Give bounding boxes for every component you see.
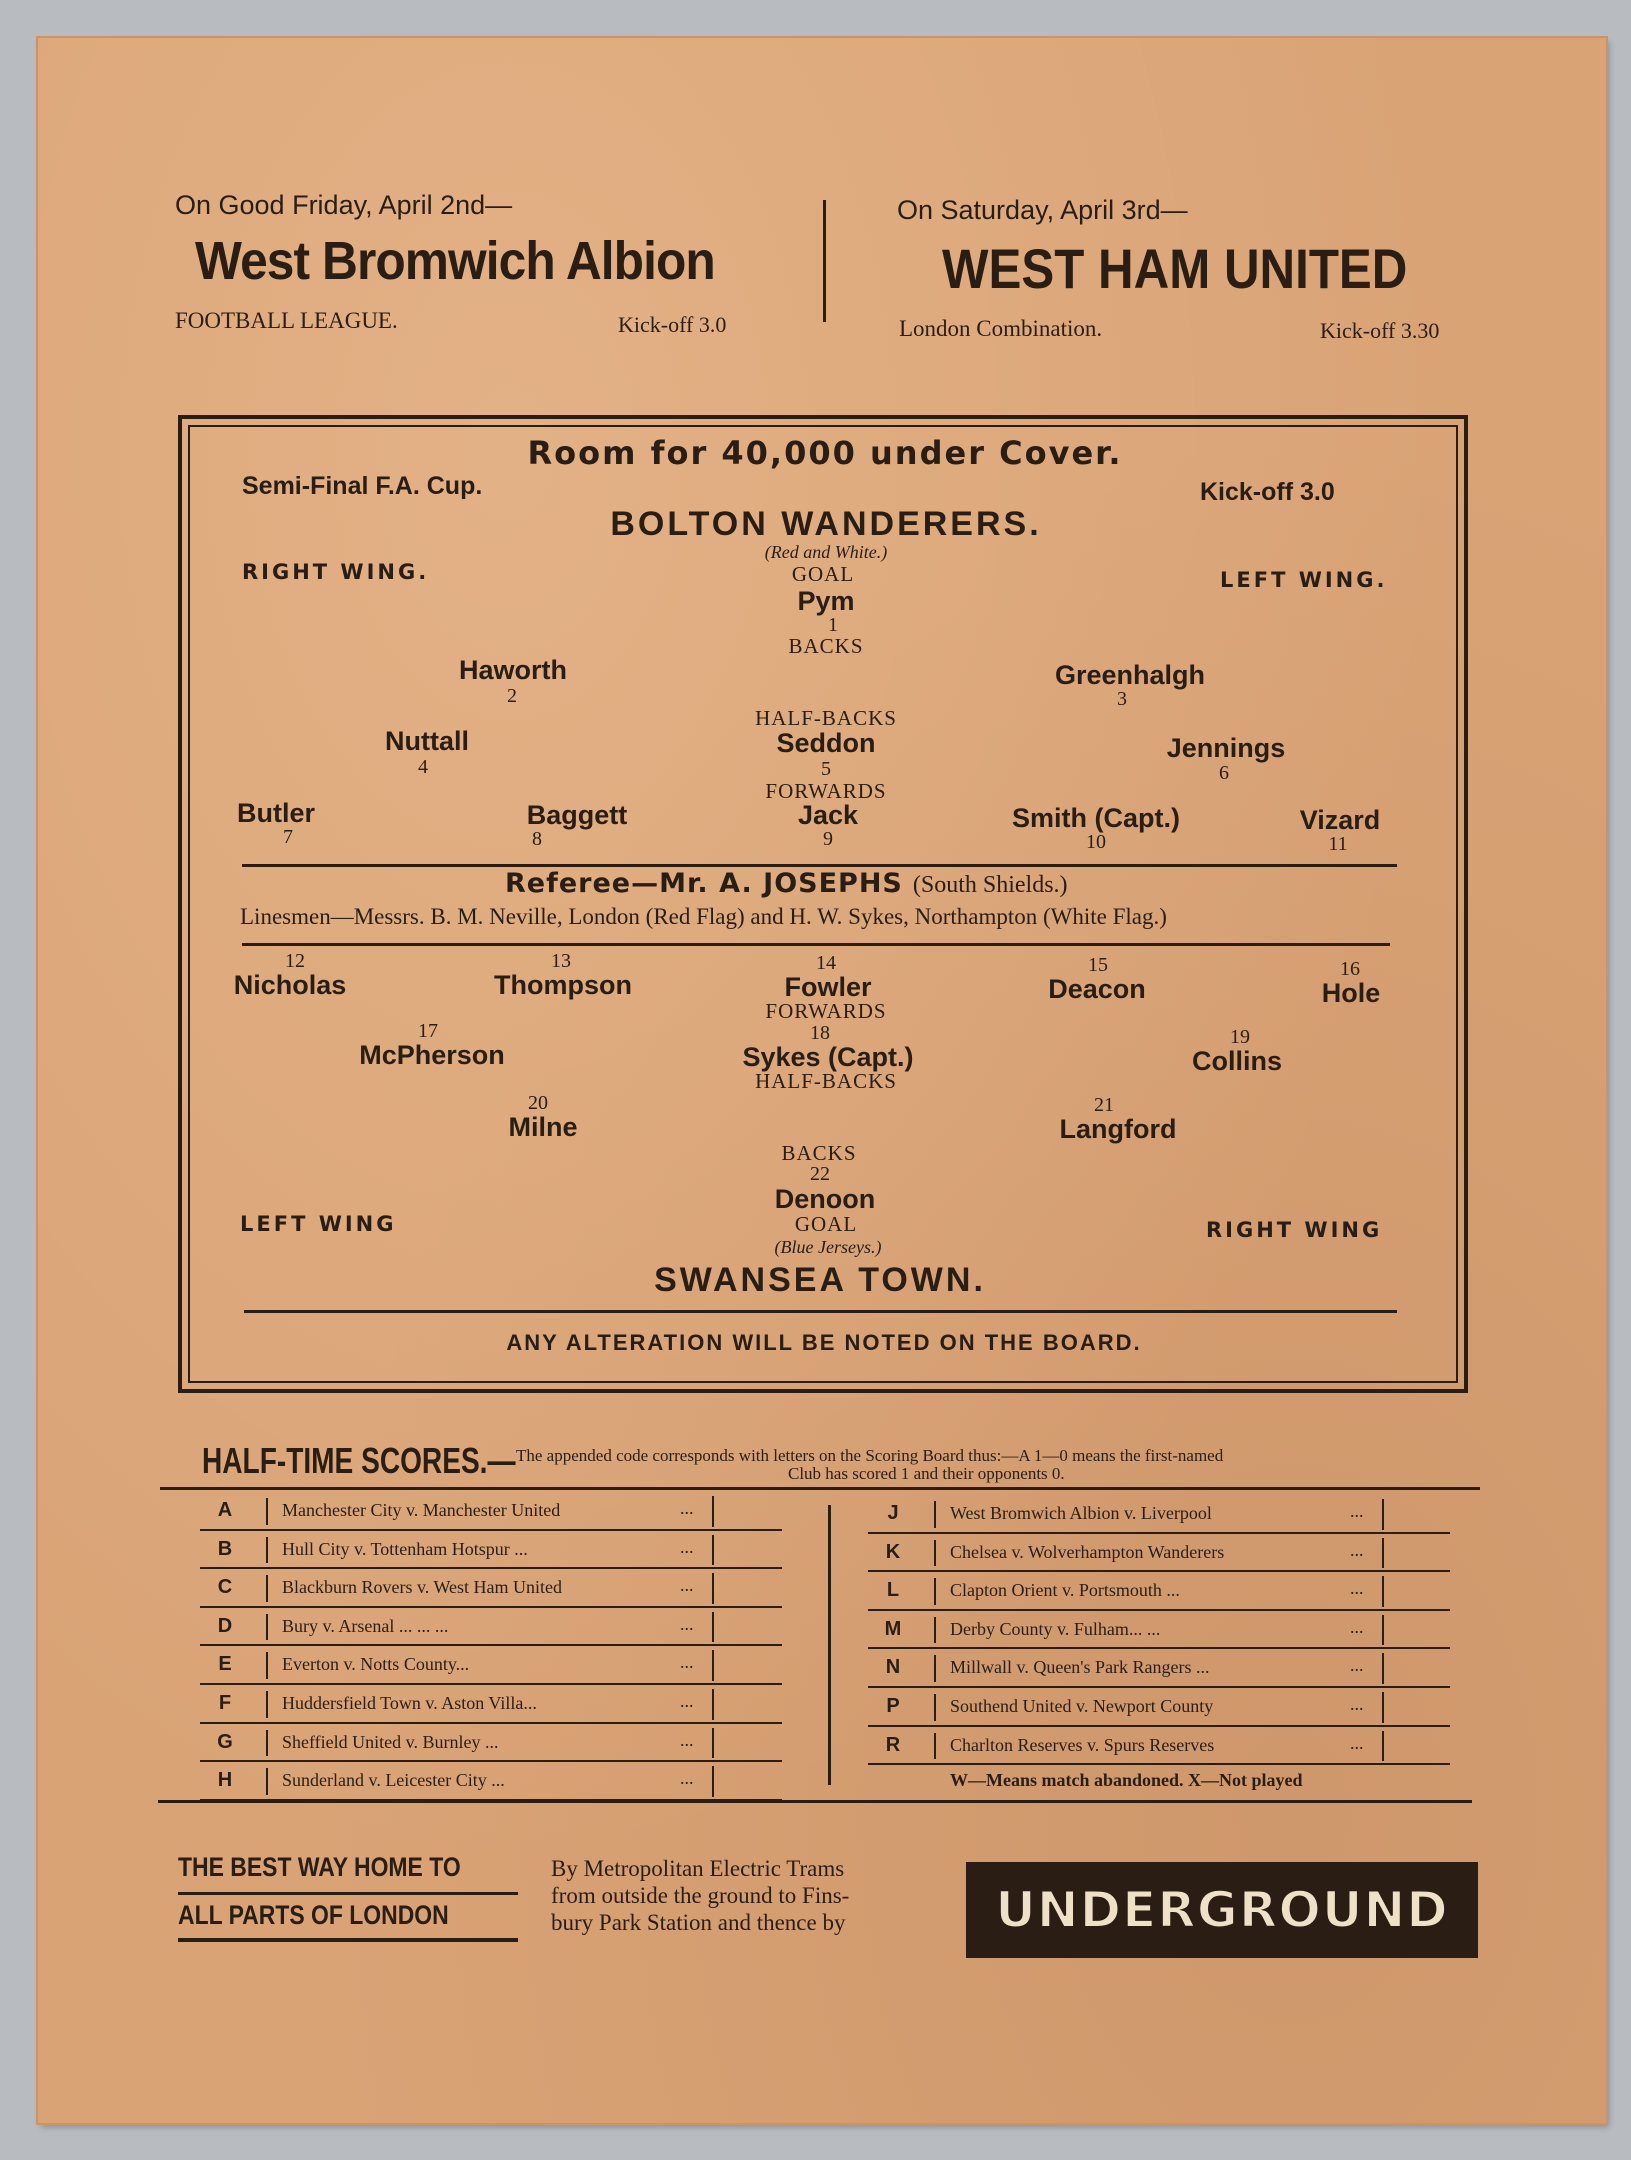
score-cell-divider <box>1382 1538 1384 1569</box>
bolton-back-2-number: 2 <box>507 685 517 707</box>
cell-divider <box>266 1730 268 1757</box>
divider-line <box>242 943 1390 946</box>
swansea-halfbacks-label: HALF-BACKS <box>755 1069 897 1093</box>
bolton-halfbacks-label: HALF-BACKS <box>755 706 897 730</box>
halftime-fixture: Manchester City v. Manchester United <box>282 1500 561 1520</box>
left-fixture-competition: FOOTBALL LEAGUE. <box>175 308 398 333</box>
cell-divider <box>934 1694 936 1721</box>
leader-dots: ... <box>1350 1694 1364 1714</box>
halftime-fixture: Derby County v. Fulham... ... <box>950 1618 1161 1639</box>
halftime-fixture: Everton v. Notts County... <box>282 1654 470 1675</box>
bolton-back-3-number: 3 <box>1117 688 1127 710</box>
halftime-code-letter: E <box>218 1653 232 1676</box>
bolton-goalkeeper-number: 1 <box>828 614 838 636</box>
score-cell-divider <box>712 1535 714 1566</box>
halftime-row <box>200 1762 782 1801</box>
away-colours: (Blue Jerseys.) <box>774 1237 882 1257</box>
halftime-row <box>868 1611 1450 1650</box>
bolton-back-2: Haworth <box>459 655 567 685</box>
score-cell-divider <box>1382 1692 1384 1723</box>
right-wing-label: RIGHT WING. <box>242 560 430 584</box>
swansea-back-21-number: 21 <box>1094 1094 1114 1116</box>
bolton-forward-9-number: 9 <box>823 828 833 850</box>
divider-line <box>244 1310 1397 1313</box>
cell-divider <box>266 1614 268 1641</box>
halftime-code-letter: G <box>217 1730 233 1753</box>
leader-dots: ... <box>1350 1578 1364 1599</box>
halftime-code-letter: N <box>885 1656 901 1679</box>
swansea-back-20-number: 20 <box>528 1092 548 1114</box>
halftime-row <box>200 1685 782 1724</box>
alteration-notice: ANY ALTERATION WILL BE NOTED ON THE BOARD. <box>506 1330 1142 1355</box>
table-top-rule <box>160 1487 1480 1490</box>
bolton-goal-label: GOAL <box>791 562 855 586</box>
leader-dots: ... <box>680 1536 694 1557</box>
halftime-note-line-1: The appended code corresponds with letters on the Scoring Board thus:—A 1—0 means the first-named <box>516 1446 1224 1465</box>
referee-line <box>505 868 1068 899</box>
trams-line-2: from outside the ground to Fins- <box>551 1883 850 1908</box>
score-cell-divider <box>1382 1576 1384 1607</box>
halftime-code-letter: F <box>218 1692 232 1714</box>
trams-line-1: By Metropolitan Electric Trams <box>551 1856 845 1881</box>
swansea-forward-14: Fowler <box>784 972 872 1002</box>
swansea-forward-16: Hole <box>1321 978 1381 1008</box>
trams-line-3: bury Park Station and thence by <box>551 1910 846 1935</box>
swansea-forwards-label: FORWARDS <box>765 999 887 1023</box>
swansea-halfback-19-number: 19 <box>1230 1026 1250 1048</box>
away-team: SWANSEA TOWN. <box>654 1261 986 1299</box>
cell-divider <box>266 1537 268 1564</box>
halftime-row <box>868 1495 1450 1534</box>
cell-divider <box>266 1691 268 1718</box>
score-cell-divider <box>1382 1731 1384 1762</box>
halftime-fixture: Clapton Orient v. Portsmouth ... <box>950 1580 1180 1601</box>
bolton-back-3: Greenhalgh <box>1054 660 1206 690</box>
score-cell-divider <box>712 1650 714 1681</box>
home-team: BOLTON WANDERERS. <box>610 505 1042 543</box>
underground-logo: UNDERGROUND <box>966 1862 1478 1958</box>
swansea-halfback-19: Collins <box>1191 1046 1283 1076</box>
halftime-row <box>868 1727 1450 1766</box>
bolton-forward-7-number: 7 <box>283 826 293 848</box>
cell-divider <box>934 1733 936 1760</box>
divider-line <box>242 864 1397 867</box>
halftime-code-letter: D <box>217 1614 233 1637</box>
halftime-row <box>868 1649 1450 1688</box>
linesmen: Linesmen—Messrs. B. M. Neville, London (Red Flag) and H. W. Sykes, Northampton (White Flag.) <box>240 904 1167 929</box>
bolton-forwards-label: FORWARDS <box>765 779 887 803</box>
score-cell-divider <box>1382 1615 1384 1646</box>
bolton-halfback-4: Nuttall <box>385 726 469 756</box>
swansea-goalkeeper-number: 22 <box>810 1163 830 1185</box>
halftime-code-letter: H <box>217 1769 233 1792</box>
best-way-line-1: THE BEST WAY HOME TO <box>178 1852 461 1882</box>
halftime-fixture: Bury v. Arsenal ... ... ... <box>282 1615 449 1636</box>
halftime-fixture: Charlton Reserves v. Spurs Reserves <box>950 1734 1215 1755</box>
bolton-forward-7: Butler <box>236 798 316 828</box>
halftime-row <box>200 1531 782 1570</box>
bolton-halfback-5-number: 5 <box>821 758 831 780</box>
halftime-code-letter: L <box>886 1579 900 1602</box>
leader-dots: ... <box>1350 1732 1364 1753</box>
swansea-forward-13: Thompson <box>494 970 632 1000</box>
cell-divider <box>934 1578 936 1605</box>
swansea-halfback-17-number: 17 <box>418 1020 438 1042</box>
halftime-row <box>200 1646 782 1685</box>
swansea-forward-12-number: 12 <box>285 950 305 972</box>
swansea-forward-12: Nicholas <box>233 970 347 1000</box>
right-fixture-date: On Saturday, April 3rd— <box>897 195 1188 225</box>
home-colours: (Red and White.) <box>764 542 888 562</box>
bolton-goalkeeper: Pym <box>797 586 855 616</box>
score-cell-divider <box>712 1573 714 1604</box>
halftime-code-letter: A <box>217 1499 233 1521</box>
halftime-code-letter: K <box>885 1540 901 1563</box>
score-cell-divider <box>712 1766 714 1797</box>
score-cell-divider <box>712 1612 714 1643</box>
halftime-code-letter: M <box>884 1617 902 1640</box>
left-fixture-team: West Bromwich Albion <box>195 231 715 291</box>
swansea-halfback-18-number: 18 <box>810 1022 830 1044</box>
right-fixture-team: WEST HAM UNITED <box>942 237 1408 300</box>
bolton-forward-9: Jack <box>797 800 859 830</box>
bolton-forward-11: Vizard <box>1299 805 1381 835</box>
table-center-divider <box>828 1505 831 1785</box>
score-cell-divider <box>712 1689 714 1720</box>
right-fixture-competition: London Combination. <box>899 316 1103 341</box>
cell-divider <box>934 1540 936 1567</box>
cell-divider <box>266 1498 268 1525</box>
halftime-fixture: West Bromwich Albion v. Liverpool <box>950 1503 1212 1523</box>
swansea-halfback-18: Sykes (Capt.) <box>742 1042 914 1072</box>
halftime-code-letter: B <box>217 1537 233 1560</box>
swansea-forward-13-number: 13 <box>551 950 571 972</box>
swansea-backs-label: BACKS <box>781 1141 857 1165</box>
cell-divider <box>266 1768 268 1795</box>
left-wing-label: LEFT WING. <box>1220 568 1388 592</box>
halftime-fixture: Blackburn Rovers v. West Ham United <box>282 1577 563 1598</box>
leader-dots: ... <box>680 1691 694 1711</box>
leader-dots: ... <box>1350 1655 1364 1676</box>
halftime-fixture: Sheffield United v. Burnley ... <box>282 1731 499 1752</box>
leader-dots: ... <box>680 1498 694 1518</box>
halftime-fixture: Chelsea v. Wolverhampton Wanderers <box>950 1541 1225 1562</box>
footer-rule <box>178 1938 518 1942</box>
swansea-back-20: Milne <box>508 1112 578 1142</box>
bolton-halfback-5: Seddon <box>776 728 876 758</box>
cell-divider <box>266 1652 268 1679</box>
referee-origin: (South Shields.) <box>912 872 1068 898</box>
bolton-forward-11-number: 11 <box>1328 833 1348 855</box>
score-cell-divider <box>1382 1653 1384 1684</box>
swansea-back-21: Langford <box>1059 1114 1177 1144</box>
score-cell-divider <box>1382 1499 1384 1530</box>
bolton-forward-8-number: 8 <box>532 828 542 850</box>
match-competition: Semi-Final F.A. Cup. <box>242 472 483 500</box>
left-fixture-date: On Good Friday, April 2nd— <box>175 190 513 220</box>
halftime-row <box>868 1688 1450 1727</box>
leader-dots: ... <box>680 1575 694 1596</box>
halftime-code-letter: C <box>217 1576 233 1599</box>
leader-dots: ... <box>1350 1539 1364 1560</box>
leader-dots: ... <box>680 1768 694 1789</box>
swansea-forward-15: Deacon <box>1048 974 1146 1004</box>
swansea-forward-15-number: 15 <box>1088 954 1108 976</box>
halftime-fixture: Southend United v. Newport County <box>950 1696 1214 1716</box>
bolton-forward-8: Baggett <box>526 800 628 830</box>
swansea-goalkeeper: Denoon <box>774 1184 876 1214</box>
leader-dots: ... <box>1350 1616 1364 1637</box>
cell-divider <box>266 1575 268 1602</box>
halftime-code-letter: J <box>887 1502 899 1524</box>
cell-divider <box>934 1655 936 1682</box>
bolton-forward-10: Smith (Capt.) <box>1012 803 1180 833</box>
halftime-row <box>200 1724 782 1763</box>
score-cell-divider <box>712 1728 714 1759</box>
leader-dots: ... <box>680 1613 694 1634</box>
halftime-title: HALF-TIME SCORES.— <box>202 1440 516 1481</box>
leader-dots: ... <box>680 1652 694 1673</box>
halftime-row <box>868 1534 1450 1573</box>
left-wing-label-bottom: LEFT WING <box>240 1212 397 1236</box>
bolton-halfback-4-number: 4 <box>418 756 428 778</box>
bolton-halfback-6-number: 6 <box>1219 762 1229 784</box>
halftime-code-letter: P <box>886 1695 900 1717</box>
halftime-footnote: W—Means match abandoned. X—Not played <box>950 1770 1303 1790</box>
halftime-row <box>868 1572 1450 1611</box>
swansea-halfback-17: McPherson <box>359 1040 505 1070</box>
cover-notice: Room for 40,000 under Cover. <box>527 434 1123 472</box>
best-way-line-2: ALL PARTS OF LONDON <box>178 1900 449 1930</box>
right-fixture-kickoff: Kick-off 3.30 <box>1320 318 1440 343</box>
halftime-row <box>200 1569 782 1608</box>
swansea-goal-label: GOAL <box>794 1212 858 1236</box>
halftime-fixture: Hull City v. Tottenham Hotspur ... <box>282 1538 528 1559</box>
halftime-fixture: Huddersfield Town v. Aston Villa... <box>282 1693 537 1713</box>
halftime-code-letter: R <box>885 1733 901 1756</box>
swansea-forward-14-number: 14 <box>816 952 836 974</box>
bolton-backs-label: BACKS <box>788 634 864 658</box>
bolton-halfback-6: Jennings <box>1166 733 1286 763</box>
bolton-forward-10-number: 10 <box>1086 831 1106 853</box>
left-fixture-kickoff: Kick-off 3.0 <box>618 312 727 337</box>
halftime-fixture: Sunderland v. Leicester City ... <box>282 1770 505 1791</box>
halftime-row <box>200 1608 782 1647</box>
halftime-note-line-2: Club has scored 1 and their opponents 0. <box>788 1464 1065 1483</box>
header-divider <box>823 200 826 322</box>
cell-divider <box>934 1617 936 1644</box>
referee-name: Referee—Mr. A. JOSEPHS <box>505 868 903 899</box>
match-kickoff: Kick-off 3.0 <box>1200 478 1335 506</box>
leader-dots: ... <box>1350 1501 1364 1521</box>
halftime-row <box>200 1492 782 1531</box>
right-wing-label-bottom: RIGHT WING <box>1206 1218 1383 1242</box>
leader-dots: ... <box>680 1729 694 1750</box>
cell-divider <box>934 1501 936 1528</box>
swansea-forward-16-number: 16 <box>1340 958 1360 980</box>
score-cell-divider <box>712 1496 714 1527</box>
footer-rule <box>178 1892 518 1895</box>
halftime-fixture: Millwall v. Queen's Park Rangers ... <box>950 1657 1210 1678</box>
